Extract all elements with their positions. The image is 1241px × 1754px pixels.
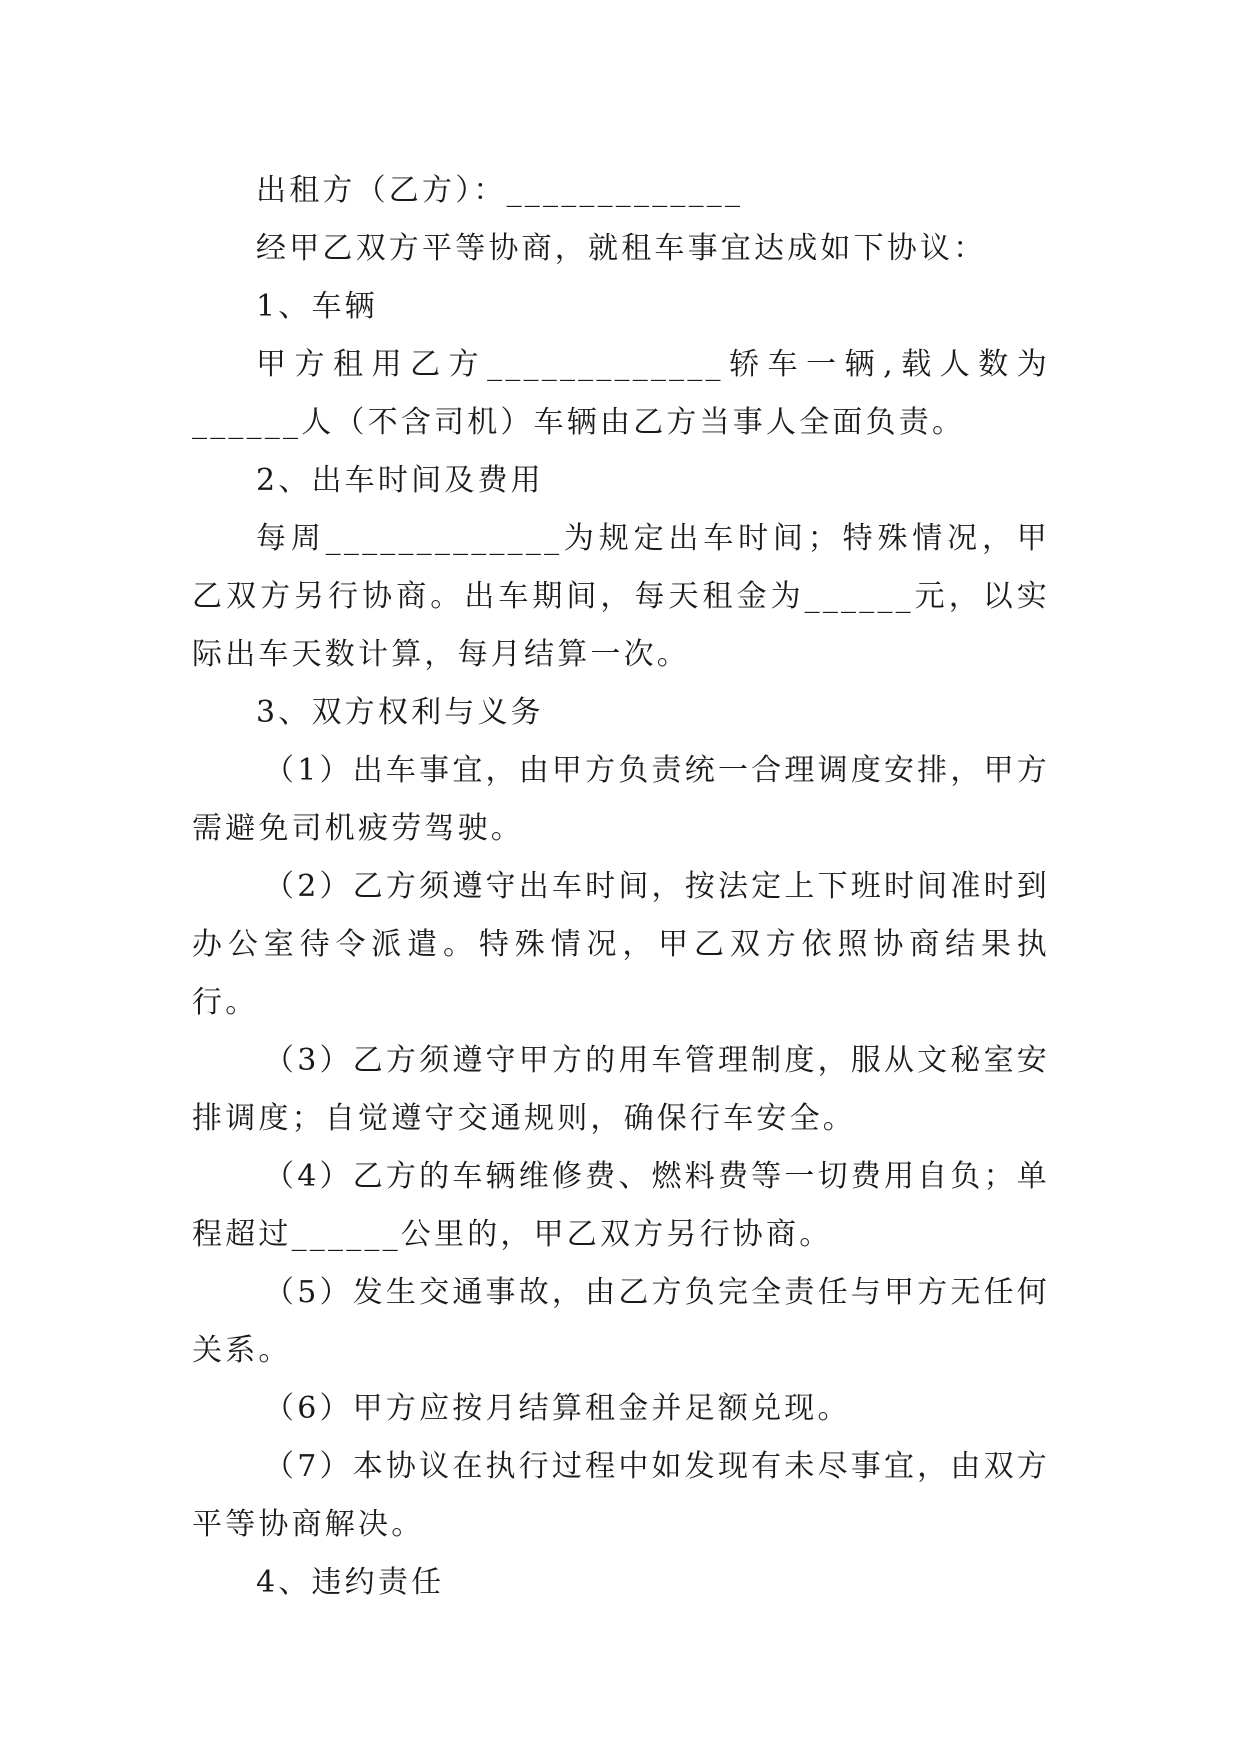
clause-item-2: （2）乙方须遵守出车时间，按法定上下班时间准时到办公室待令派遣。特殊情况，甲乙双方依照协商结果执行。 (192, 869, 1050, 1020)
section-2-heading: 2、出车时间及费用 (256, 463, 544, 498)
intro-paragraph: 经甲乙双方平等协商，就租车事宜达成如下协议： (256, 231, 987, 266)
clause-item-1: （1）出车事宜，由甲方负责统一合理调度安排，甲方需避免司机疲劳驾驶。 (192, 753, 1050, 846)
lessor-line: 出租方（乙方）：_____________ (256, 173, 744, 208)
section-1-heading: 1、车辆 (256, 289, 378, 324)
document-body (192, 162, 1050, 1612)
clause-item-3: （3）乙方须遵守甲方的用车管理制度，服从文秘室安排调度；自觉遵守交通规则，确保行车安全。 (192, 1043, 1050, 1136)
clause-item-7: （7）本协议在执行过程中如发现有未尽事宜，由双方平等协商解决。 (192, 1449, 1050, 1542)
section-2-body: 每周_____________为规定出车时间；特殊情况，甲乙双方另行协商。出车期间，每天租金为______元，以实际出车天数计算，每月结算一次。 (192, 521, 1050, 672)
clause-item-4: （4）乙方的车辆维修费、燃料费等一切费用自负；单程超过______公里的，甲乙双方另行协商。 (192, 1159, 1050, 1252)
section-4-heading: 4、违约责任 (256, 1565, 445, 1600)
section-3-heading: 3、双方权利与义务 (256, 695, 544, 730)
section-1-body: 甲方租用乙方_____________轿车一辆,载人数为______人（不含司机）车辆由乙方当事人全面负责。 (192, 347, 1050, 440)
clause-item-5: （5）发生交通事故，由乙方负完全责任与甲方无任何关系。 (192, 1275, 1050, 1368)
clause-item-6: （6）甲方应按月结算租金并足额兑现。 (264, 1391, 851, 1426)
